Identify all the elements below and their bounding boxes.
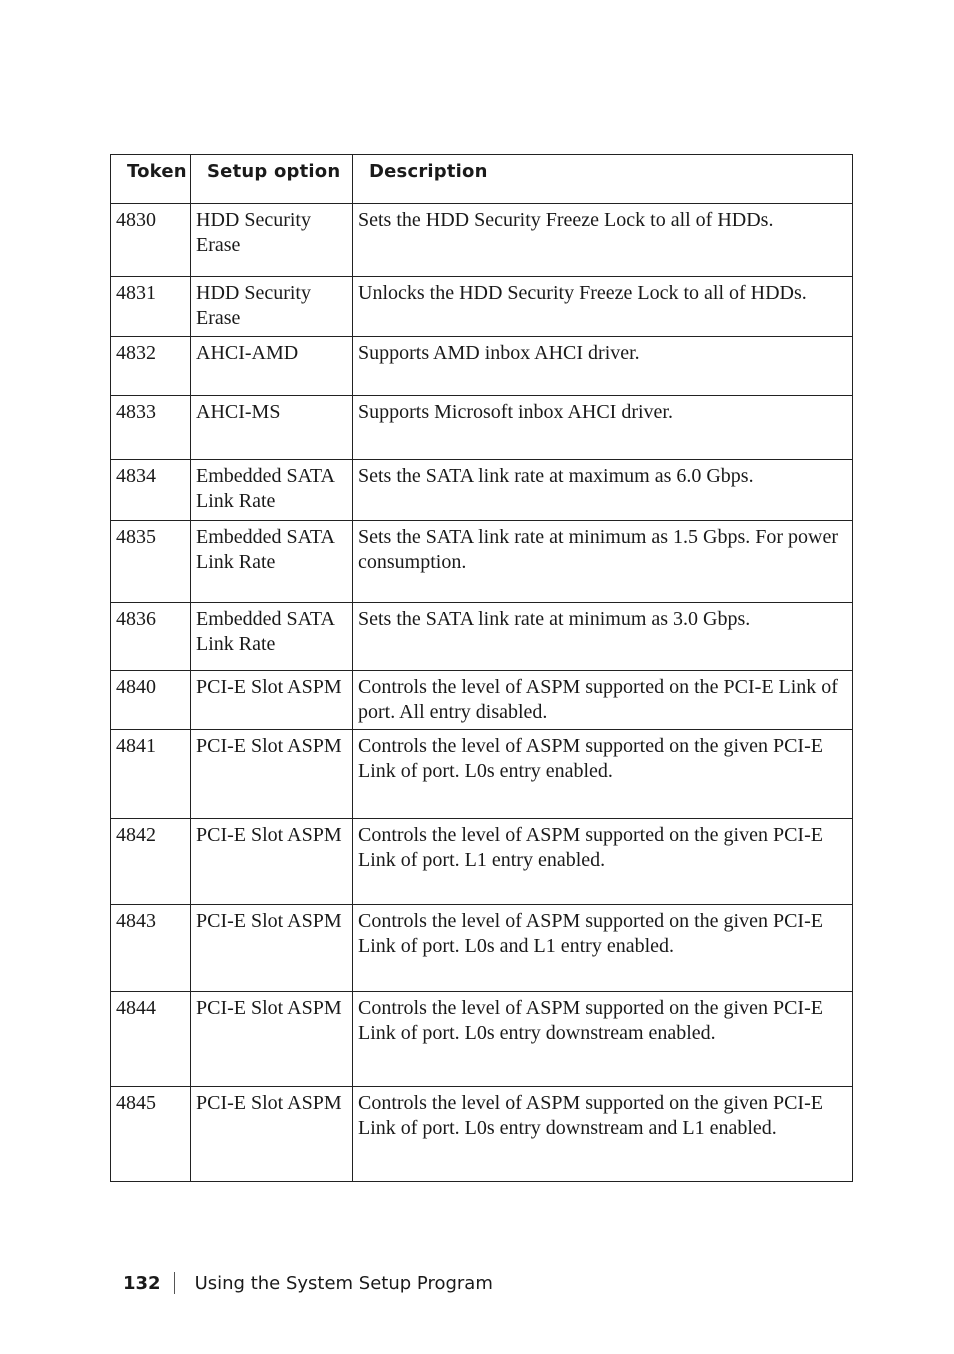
table-row bbox=[111, 819, 853, 905]
setup-option-cell: Embedded SATA Link Rate bbox=[191, 521, 353, 603]
token-cell: 4841 bbox=[111, 730, 191, 819]
setup-option-cell: Embedded SATA Link Rate bbox=[191, 603, 353, 671]
description-cell: Unlocks the HDD Security Freeze Lock to all of HDDs. bbox=[353, 277, 853, 337]
setup-option-cell: PCI-E Slot ASPM bbox=[191, 905, 353, 992]
table-row bbox=[111, 905, 853, 992]
setup-option-cell: AHCI-AMD bbox=[191, 337, 353, 396]
table-row bbox=[111, 204, 853, 277]
setup-option-cell: PCI-E Slot ASPM bbox=[191, 730, 353, 819]
description-cell: Sets the SATA link rate at minimum as 3.0 Gbps. bbox=[353, 603, 853, 671]
token-cell: 4833 bbox=[111, 396, 191, 460]
setup-option-cell: HDD Security Erase bbox=[191, 204, 353, 277]
table-row bbox=[111, 396, 853, 460]
token-cell: 4840 bbox=[111, 671, 191, 730]
token-cell: 4843 bbox=[111, 905, 191, 992]
token-cell: 4835 bbox=[111, 521, 191, 603]
description-cell: Supports Microsoft inbox AHCI driver. bbox=[353, 396, 853, 460]
table-row bbox=[111, 992, 853, 1087]
description-cell: Controls the level of ASPM supported on the given PCI-E Link of port. L0s entry enabled. bbox=[353, 730, 853, 819]
token-cell: 4830 bbox=[111, 204, 191, 277]
description-cell: Controls the level of ASPM supported on the PCI-E Link of port. All entry disabled. bbox=[353, 671, 853, 730]
table-row bbox=[111, 337, 853, 396]
table-row bbox=[111, 460, 853, 521]
table-row bbox=[111, 730, 853, 819]
token-cell: 4836 bbox=[111, 603, 191, 671]
description-cell: Sets the SATA link rate at minimum as 1.5 Gbps. For power consumption. bbox=[353, 521, 853, 603]
table-row bbox=[111, 1087, 853, 1182]
token-cell: 4831 bbox=[111, 277, 191, 337]
setup-option-cell: PCI-E Slot ASPM bbox=[191, 1087, 353, 1182]
header-setup-option: Setup option bbox=[191, 155, 353, 204]
page-footer bbox=[123, 1272, 493, 1294]
footer-separator bbox=[174, 1272, 175, 1294]
table-row bbox=[111, 671, 853, 730]
header-description: Description bbox=[353, 155, 853, 204]
description-cell: Controls the level of ASPM supported on the given PCI-E Link of port. L0s entry downstream enabled. bbox=[353, 992, 853, 1087]
section-title: Using the System Setup Program bbox=[194, 1272, 493, 1294]
table-header-row bbox=[111, 155, 853, 204]
description-cell: Controls the level of ASPM supported on the given PCI-E Link of port. L0s entry downstream and L1 enabled. bbox=[353, 1087, 853, 1182]
description-cell: Sets the SATA link rate at maximum as 6.0 Gbps. bbox=[353, 460, 853, 521]
setup-option-cell: PCI-E Slot ASPM bbox=[191, 819, 353, 905]
setup-option-cell: HDD Security Erase bbox=[191, 277, 353, 337]
table-row bbox=[111, 603, 853, 671]
token-cell: 4842 bbox=[111, 819, 191, 905]
setup-option-cell: PCI-E Slot ASPM bbox=[191, 992, 353, 1087]
token-cell: 4832 bbox=[111, 337, 191, 396]
header-token: Token bbox=[111, 155, 191, 204]
description-cell: Controls the level of ASPM supported on the given PCI-E Link of port. L1 entry enabled. bbox=[353, 819, 853, 905]
token-cell: 4844 bbox=[111, 992, 191, 1087]
description-cell: Sets the HDD Security Freeze Lock to all of HDDs. bbox=[353, 204, 853, 277]
description-cell: Controls the level of ASPM supported on the given PCI-E Link of port. L0s and L1 entry enabled. bbox=[353, 905, 853, 992]
setup-option-cell: AHCI-MS bbox=[191, 396, 353, 460]
page-number: 132 bbox=[123, 1272, 161, 1294]
description-cell: Supports AMD inbox AHCI driver. bbox=[353, 337, 853, 396]
table-row bbox=[111, 277, 853, 337]
setup-option-cell: PCI-E Slot ASPM bbox=[191, 671, 353, 730]
token-cell: 4845 bbox=[111, 1087, 191, 1182]
token-cell: 4834 bbox=[111, 460, 191, 521]
setup-option-cell: Embedded SATA Link Rate bbox=[191, 460, 353, 521]
table-body bbox=[111, 204, 853, 1182]
settings-table bbox=[110, 154, 853, 1182]
table-row bbox=[111, 521, 853, 603]
